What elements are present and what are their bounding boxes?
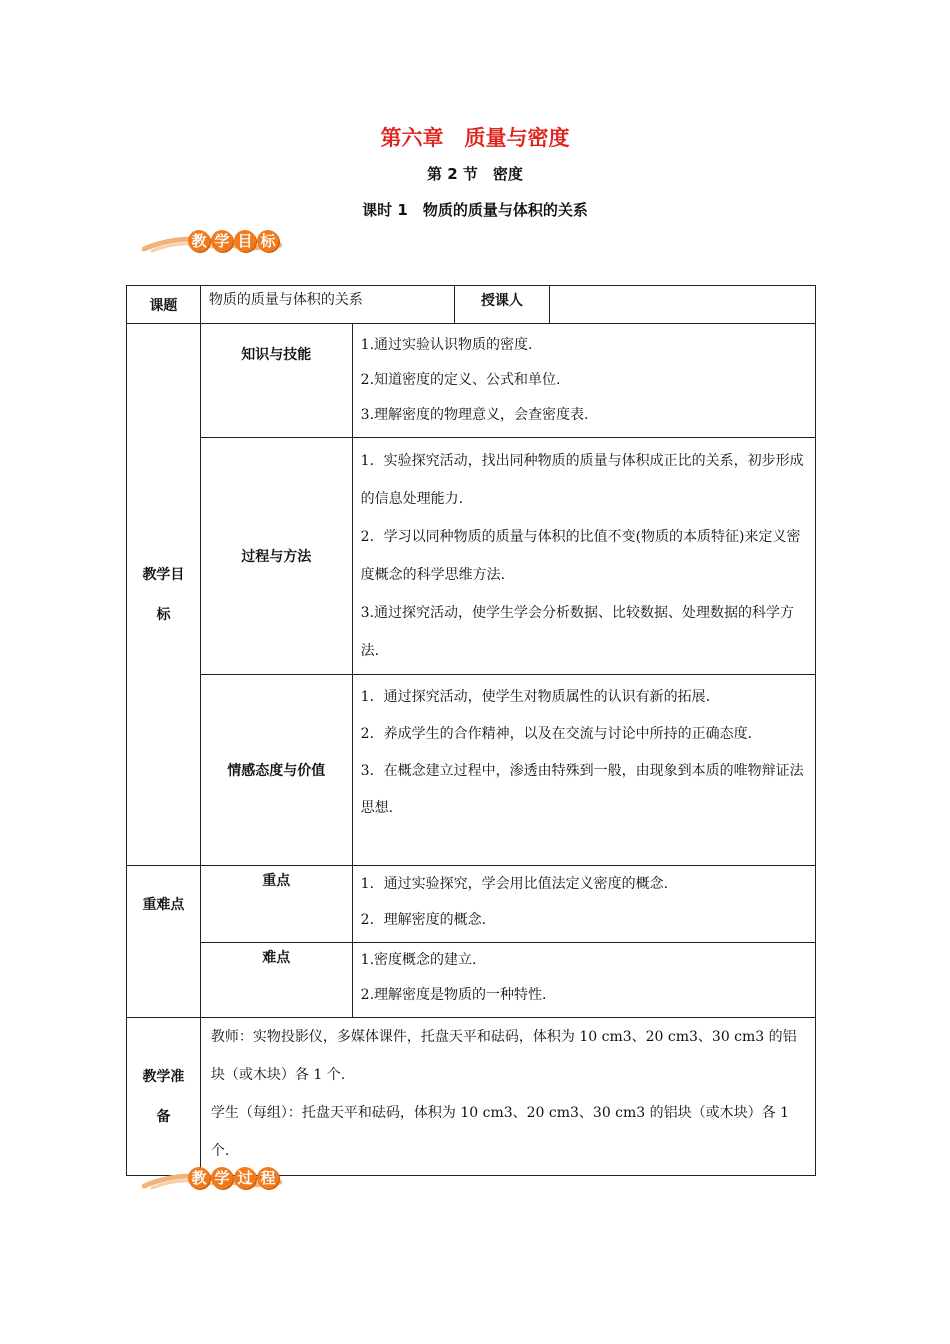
chapter-title: 第六章 质量与密度 — [380, 126, 570, 150]
topic-row — [127, 286, 816, 324]
key-label: 重点 — [200, 866, 352, 943]
hard-label: 难点 — [200, 943, 352, 1018]
lesson-title: 课时 1 物质的质量与体积的关系 — [362, 201, 588, 219]
teaching-process-banner — [142, 1164, 282, 1194]
section-title: 第 2 节 密度 — [427, 165, 523, 183]
emotion-items: 1．通过探究活动，使学生对物质属性的认识有新的拓展. 2．养成学生的合作精神，以及在交流与讨论中所持的正确态度. 3．在概念建立过程中，渗透由特殊到一般，由现象到本质的唯物辩证法思想. — [352, 675, 815, 866]
banner-char: 学 — [211, 1167, 233, 1189]
banner-char: 过 — [234, 1167, 256, 1189]
banner-char: 目 — [234, 230, 256, 252]
knowledge-label: 知识与技能 — [200, 324, 352, 438]
process-row — [127, 438, 816, 675]
lesson-plan-table — [126, 285, 816, 1176]
banner-char: 标 — [257, 230, 279, 252]
banner-char: 教 — [188, 1167, 210, 1189]
teacher-value — [550, 286, 816, 324]
teaching-goals-banner — [142, 227, 282, 257]
key-items: 1．通过实验探究，学会用比值法定义密度的概念. 2．理解密度的概念. — [352, 866, 815, 943]
topic-label: 课题 — [127, 286, 201, 324]
prep-label: 教学准 备 — [127, 1018, 201, 1176]
banner-char: 学 — [211, 230, 233, 252]
banner-char: 教 — [188, 230, 210, 252]
knowledge-row — [127, 324, 816, 438]
hard-items: 1.密度概念的建立. 2.理解密度是物质的一种特性. — [352, 943, 815, 1018]
prep-row — [127, 1018, 816, 1176]
difficulty-label: 重难点 — [127, 866, 201, 1018]
banner-char: 程 — [257, 1167, 279, 1189]
hard-row — [127, 943, 816, 1018]
goals-label: 教学目 标 — [127, 324, 201, 866]
topic-value: 物质的质量与体积的关系 — [200, 286, 454, 324]
knowledge-items: 1.通过实验认识物质的密度. 2.知道密度的定义、公式和单位. 3.理解密度的物理意义，会查密度表. — [352, 324, 815, 438]
process-label: 过程与方法 — [200, 438, 352, 675]
emotion-label: 情感态度与价值 — [200, 675, 352, 866]
teacher-label: 授课人 — [454, 286, 550, 324]
process-items: 1．实验探究活动，找出同种物质的质量与体积成正比的关系，初步形成的信息处理能力. 2．学习以同种物质的质量与体积的比值不变(物质的本质特征)来定义密度概念的科学思维方法. 3.通过探究活动，使学生学会分析数据、比较数据、处理数据的科学方法. — [352, 438, 815, 675]
key-row — [127, 866, 816, 943]
emotion-row — [127, 675, 816, 866]
prep-items: 教师：实物投影仪，多媒体课件，托盘天平和砝码，体积为 10 cm3、20 cm3、30 cm3 的铝块（或木块）各 1 个. 学生（每组）：托盘天平和砝码，体积为 10 cm3、20 cm3、30 cm3 的铝块（或木块）各 1 个. — [200, 1018, 815, 1176]
